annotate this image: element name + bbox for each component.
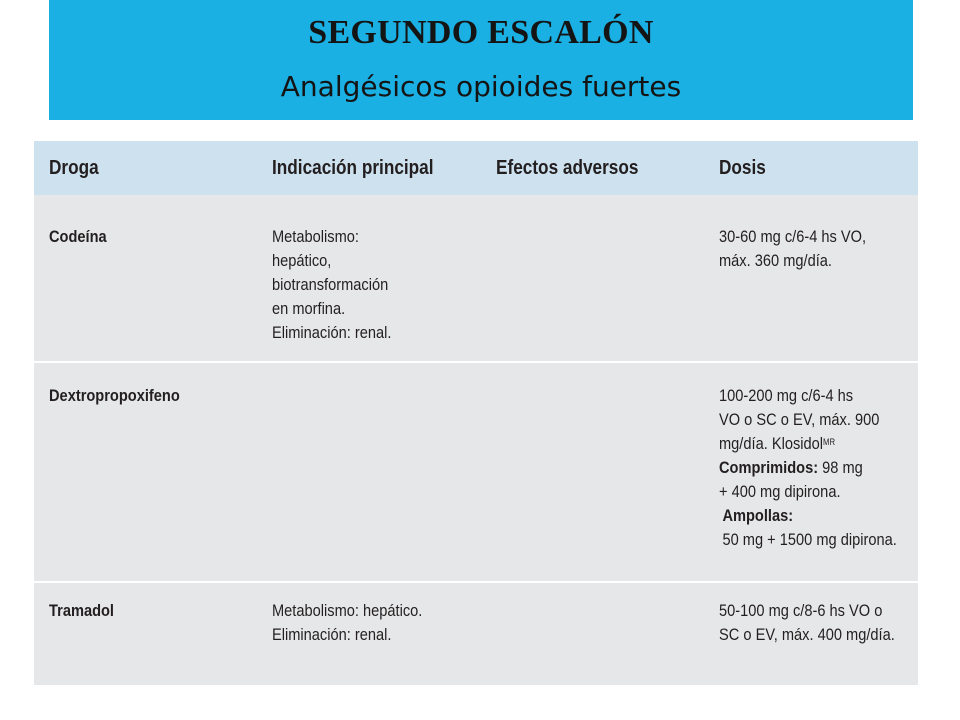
dose-line: + 400 mg dipirona.	[719, 482, 841, 501]
table-row-drug: Tramadol	[49, 601, 115, 620]
table-row-drug: Codeína	[49, 227, 107, 246]
header-efectos: Efectos adversos	[496, 157, 639, 179]
dose-line	[719, 456, 897, 480]
dose-line: VO o SC o EV, máx. 900	[719, 410, 880, 429]
dose-line: máx. 360 mg/día.	[719, 251, 832, 270]
slide-subtitle: Analgésicos opioides fuertes	[280, 70, 682, 103]
header-indicacion: Indicación principal	[272, 157, 434, 179]
dose-text: 98 mg	[818, 458, 863, 477]
indication-line: en morfina.	[272, 299, 346, 318]
slide-title: SEGUNDO ESCALÓN	[308, 14, 654, 51]
dose-bold-label: Comprimidos:	[719, 458, 819, 477]
table-row-indication	[272, 225, 391, 345]
dose-line: 30-60 mg c/6-4 hs VO,	[719, 227, 867, 246]
table-row-dose	[719, 225, 866, 273]
row-divider	[34, 361, 918, 363]
indication-line: Eliminación: renal.	[272, 323, 392, 342]
table-row-dose	[719, 384, 897, 552]
dose-line: 50 mg + 1500 mg dipirona.	[722, 530, 897, 549]
dose-line	[719, 432, 897, 456]
table-row-indication	[272, 599, 422, 647]
indication-line: Metabolismo:	[272, 227, 359, 246]
table-row-drug: Dextropropoxifeno	[49, 386, 180, 405]
row-divider	[34, 581, 918, 583]
dose-bold-label: Ampollas:	[722, 506, 794, 525]
indication-line: Metabolismo: hepático.	[272, 601, 423, 620]
indication-line: hepático,	[272, 251, 332, 270]
dose-line: 100-200 mg c/6-4 hs	[719, 386, 854, 405]
header-dosis: Dosis	[719, 157, 766, 179]
dose-line: SC o EV, máx. 400 mg/día.	[719, 625, 895, 644]
table-row-dose	[719, 599, 895, 647]
title-banner	[49, 0, 913, 120]
opioid-table	[34, 141, 918, 685]
header-droga: Droga	[49, 157, 99, 179]
indication-line: Eliminación: renal.	[272, 625, 392, 644]
trademark-superscript: MR	[823, 437, 836, 447]
dose-line: 50-100 mg c/8-6 hs VO o	[719, 601, 883, 620]
table-header	[34, 141, 918, 195]
indication-line: biotransformación	[272, 275, 389, 294]
dose-text: mg/día. Klosidol	[719, 434, 824, 453]
